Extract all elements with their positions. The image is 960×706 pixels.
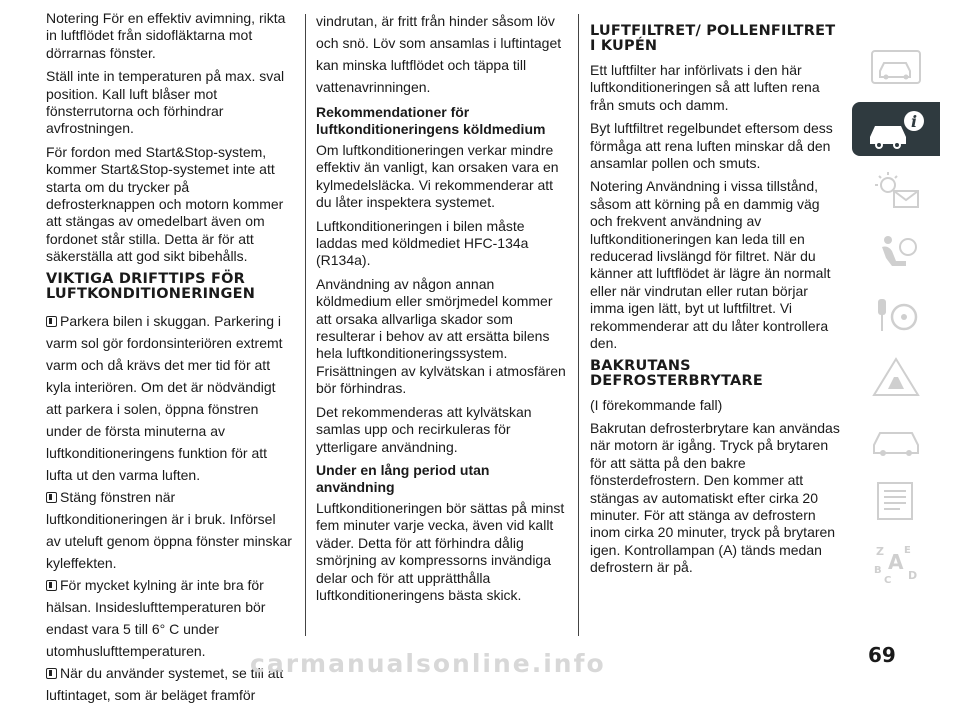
car-info-icon: [866, 107, 926, 151]
section-heading: LUFTFILTRET/ POLLENFILTRET I KUPÉN: [590, 23, 836, 54]
bullet-list: [46, 310, 294, 706]
list-item: Parkera bilen i skuggan. Parkering i varm sol gör fordonsinteriören extremt varm och då krävs det mer tid för att kyla interiören. Om det är nödvändigt att parkera i solen, öppna fönstren under de första minuterna av luftkonditioneringens funktion för att lufta ut den varma luften.: [46, 312, 283, 483]
tab-knowing-your-vehicle[interactable]: [852, 102, 940, 156]
tab-dashboard[interactable]: [852, 40, 940, 94]
bullet-icon: [46, 492, 57, 503]
chapter-tabs: [852, 36, 960, 636]
svg-text:C: C: [884, 575, 892, 585]
paragraph: Användning av någon annan köldmedium eller smörjmedel kommer att orsaka allvarliga skador som resulterar i behov av att ersätta bilens hela luftkonditioneringssystem. Frisättningen av kylvätskan i atmosfären bör förhindras.: [316, 275, 566, 397]
tab-technical-data[interactable]: [852, 474, 940, 528]
technical-data-icon: [868, 479, 924, 523]
section-heading: VIKTIGA DRIFTTIPS FÖR LUFTKONDITIONERINGEN: [46, 270, 256, 302]
svg-text:B: B: [874, 565, 882, 576]
svg-text:i: i: [910, 112, 918, 131]
column-divider: [578, 14, 579, 636]
svg-text:A: A: [888, 550, 904, 574]
car-dashboard-icon: [868, 45, 924, 89]
section-heading: BAKRUTANS DEFROSTERBRYTARE: [590, 357, 763, 389]
tab-in-emergency[interactable]: [852, 350, 940, 404]
tab-safety[interactable]: [852, 226, 940, 280]
bullet-icon: [46, 316, 57, 327]
column-right: [590, 20, 845, 583]
paragraph: Ställ inte in temperaturen på max. sval position. Kall luft blåser mot fönsterrutorna och förhindrar avfrostningen.: [46, 68, 285, 137]
note-paragraph: Notering Användning i vissa tillstånd, såsom att körning på en dammig väg och frekvent användning av luftkonditioneringen kan leda till en reducerad livslängd för filtret. När du känner att luftflödet är lägre än normalt eller när vindrutan eller rutan börjar imma igen lätt, byt ut luftfiltret. Vi rekommenderar att du låter kontrollera den.: [590, 178, 831, 352]
paragraph: Det rekommenderas att kylvätskan samlas upp och recirkuleras för ytterligare användning.: [316, 403, 532, 455]
alphabet-index-icon: [868, 541, 924, 585]
car-service-icon: [868, 417, 924, 461]
key-steering-icon: [868, 293, 924, 337]
svg-text:D: D: [908, 569, 918, 582]
bullet-icon: [46, 668, 57, 679]
page-number: 69: [868, 643, 896, 667]
paragraph: vindrutan, är fritt från hinder såsom löv och snö. Löv som ansamlas i luftintaget kan minska luftflödet och täppa till vattenavrinningen.: [316, 13, 562, 95]
bullet-icon: [46, 580, 57, 591]
subsection-heading: Rekommendationer för luftkonditioneringens köldmedium: [316, 104, 546, 137]
paragraph: (I förekommande fall): [590, 396, 723, 413]
tab-maintenance[interactable]: [852, 412, 940, 466]
tab-warning-lights[interactable]: [852, 164, 940, 218]
note-paragraph: Notering För en effektiv avimning, rikta in luftflödet från sidofläktarna mot dörrarnas fönster.: [46, 10, 286, 61]
list-item: Stäng fönstren när luftkonditioneringen är i bruk. Införsel av uteluft genom öppna fönster minskar kyleffekten.: [46, 488, 292, 571]
svg-text:E: E: [904, 545, 911, 556]
column-middle: [316, 10, 566, 610]
paragraph: Ett luftfilter har införlivats i den här luftkonditioneringen så att luften rena från smuts och damm.: [590, 62, 820, 113]
column-divider: [305, 14, 306, 636]
paragraph: Om luftkonditioneringen verkar mindre effektiv än vanligt, kan orsaken vara en kylmedelsläcka. Vi rekommenderar att du låter inspektera systemet.: [316, 142, 559, 211]
tab-index[interactable]: [852, 536, 940, 590]
warning-lights-icon: [868, 169, 924, 213]
road-warning-icon: [868, 355, 924, 399]
list-item: När du använder systemet, se till att luftintaget, som är beläget framför: [46, 664, 284, 703]
tab-starting-driving[interactable]: [852, 288, 940, 342]
column-left: [46, 10, 294, 706]
watermark: carmanualsonline.info: [250, 649, 606, 678]
paragraph: För fordon med Start&Stop-system, kommer Start&Stop-systemet inte att starta om du trycker på defrosterknappen och motorn kommer att stängas av omedelbart även om fordonet står stilla. Detta är för att säkerställa att god sikt bibehålls.: [46, 143, 284, 265]
paragraph: Bakrutan defrosterbrytare kan användas när motorn är igång. Tryck på brytaren för att sätta på den bakre fönsterdefrostern. Den kommer att stängas av automatiskt efter cirka 20 minuter. För att stänga av defrostern inom cirka 20 minuter, tryck på brytaren igen. Kontrollampan (A) tänds medan defrostern är på.: [590, 419, 840, 576]
paragraph: Luftkonditioneringen i bilen måste laddas med köldmediet HFC-134a (R134a).: [316, 217, 529, 269]
svg-text:Z: Z: [876, 545, 884, 558]
airbag-seat-icon: [868, 231, 924, 275]
paragraph: Byt luftfiltret regelbundet eftersom dess förmåga att rena luften minskar då den ansamlar pollen och smuts.: [590, 120, 833, 172]
paragraph: Luftkonditioneringen bör sättas på minst fem minuter varje vecka, även vid kallt väder. Detta för att förhindra dålig smörjning av kompressorns invändiga delar och för att upprätthålla luftkonditioneringens bästa skick.: [316, 499, 565, 603]
subsection-heading: Under en lång period utan användning: [316, 461, 490, 495]
list-item: För mycket kylning är inte bra för hälsan. Insideslufttemperaturen bör endast vara 5 till 6° C under utomhuslufttemperaturen.: [46, 576, 266, 659]
